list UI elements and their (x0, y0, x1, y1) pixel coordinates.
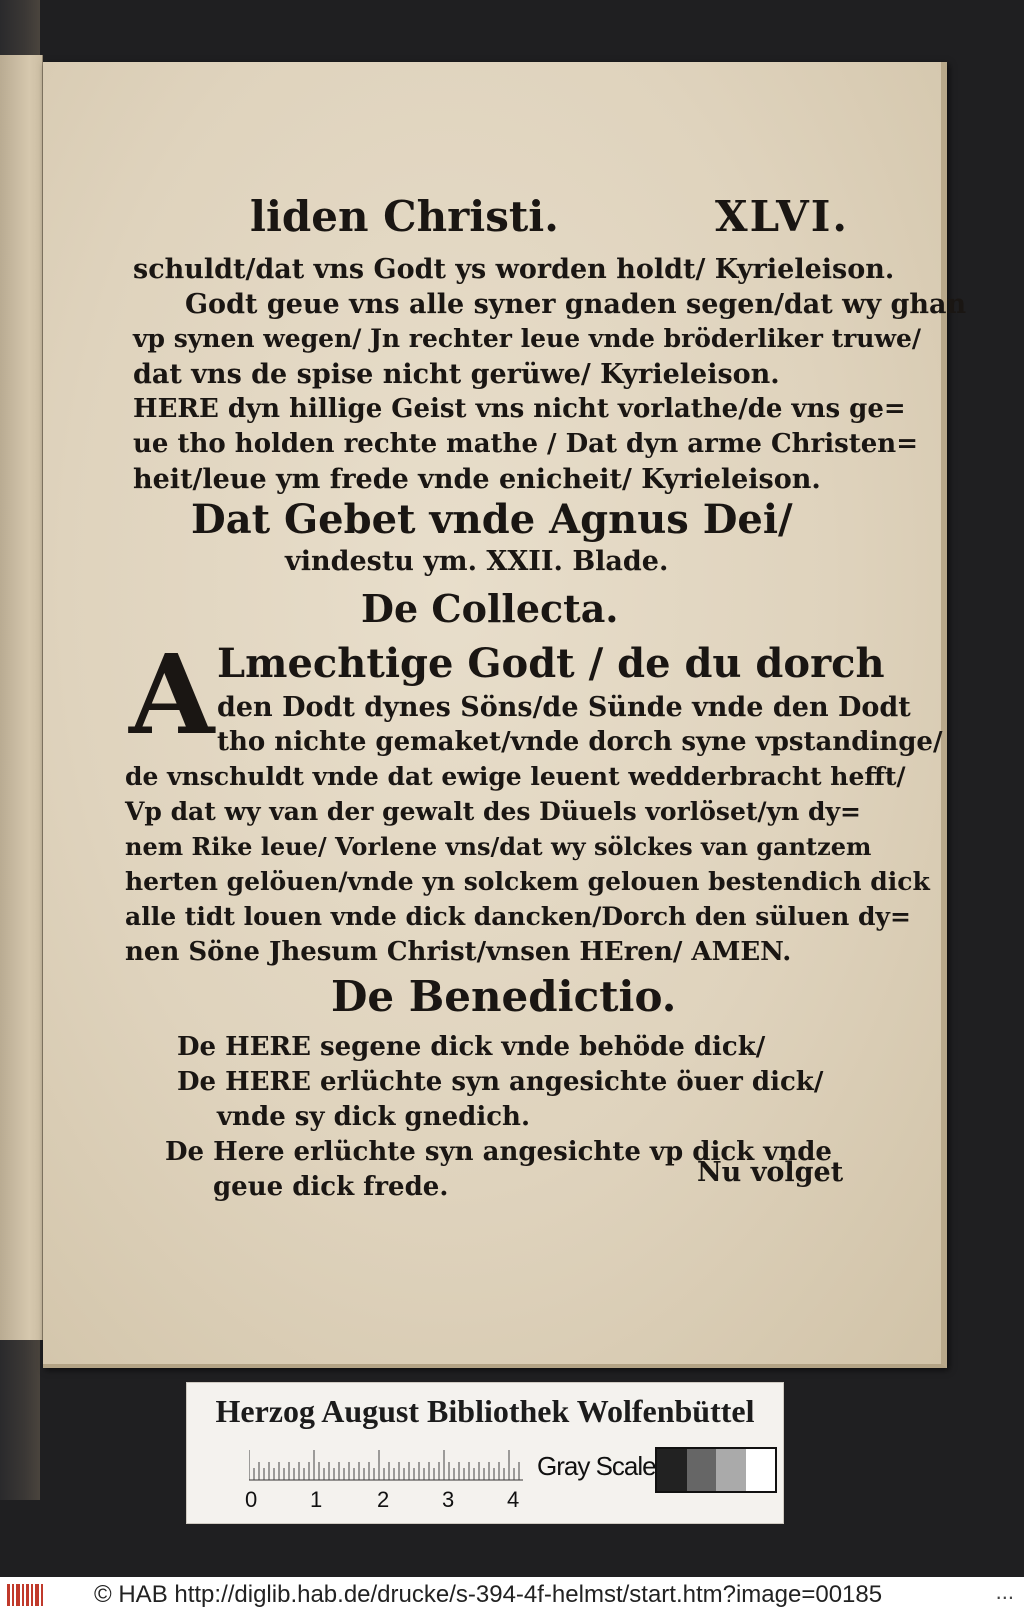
collecta-line: de vnschuldt vnde dat ewige leuent wedderbracht hefft/ (125, 762, 906, 791)
benedictio-line: vnde sy dick gnedich. (217, 1102, 531, 1132)
text-line: Godt geue vns alle syner gnaden segen/dat wy ghan (185, 289, 967, 320)
collecta-first-line: Lmechtige Godt / de du dorch (217, 640, 885, 687)
footer-bar (0, 1577, 1024, 1612)
collecta-line: tho nichte gemaket/vnde dorch syne vpstandinge/ (217, 727, 943, 757)
gray-swatch (746, 1449, 776, 1491)
heading-agnus: Dat Gebet vnde Agnus Dei/ (191, 496, 793, 543)
ruler-scale (249, 1445, 523, 1481)
collecta-line: den Dodt dynes Söns/de Sünde vnde den Dodt (217, 692, 911, 723)
gray-scale-label: Gray Scale (537, 1451, 656, 1481)
collecta-line: herten gelöuen/vnde yn solckem gelouen bestendich dick (125, 867, 930, 896)
text-line: vp synen wegen/ Jn rechter leue vnde bröderliker truwe/ (133, 324, 922, 353)
ruler-number: 0 (245, 1487, 258, 1512)
footer-credit-link[interactable]: © HAB http://diglib.hab.de/drucke/s-394-4f-helmst/start.htm?image=00185 (94, 1581, 883, 1608)
collecta-line: nen Söne Jhesum Christ/vnsen HEren/ AMEN. (125, 937, 792, 967)
library-color-gauge (186, 1382, 784, 1524)
benedictio-line: De HERE segene dick vnde behöde dick/ (177, 1032, 766, 1062)
drop-capital: A (129, 630, 215, 759)
running-head (125, 192, 855, 252)
gray-swatch (716, 1449, 746, 1491)
text-line: schuldt/dat vns Godt ys worden holdt/ Kyrieleison. (133, 254, 895, 285)
ruler-number: 4 (507, 1487, 520, 1512)
ruler-number: 1 (310, 1487, 323, 1512)
heading-agnus-sub: vindestu ym. XXII. Blade. (285, 546, 669, 577)
gray-scale-swatches (655, 1447, 777, 1493)
gray-swatch (687, 1449, 717, 1491)
gauge-title: Herzog August Bibliothek Wolfenbüttel (215, 1393, 755, 1429)
more-options-button[interactable]: ... (995, 1579, 1014, 1604)
text-line: HERE dyn hillige Geist vns nicht vorlathe/de vns ge= (133, 394, 906, 424)
benedictio-line: De Here erlüchte syn angesichte vp dick vnde (165, 1137, 832, 1167)
collecta-line: alle tidt louen vnde dick dancken/Dorch den süluen dy= (125, 902, 911, 931)
text-line: heit/leue ym frede vnde enicheit/ Kyrieleison. (133, 464, 821, 495)
heading-benedictio: De Benedictio. (331, 972, 677, 1021)
page-number: XLVI. (715, 192, 849, 241)
catchword: Nu volget (697, 1157, 844, 1188)
benedictio-line: De HERE erlüchte syn angesichte öuer dick/ (177, 1067, 824, 1097)
book-page (43, 62, 967, 1368)
text-line: ue tho holden rechte mathe / Dat dyn arme Christen= (133, 429, 918, 459)
benedictio-line: geue dick frede. (213, 1172, 449, 1202)
ruler-number: 2 (377, 1487, 390, 1512)
collecta-line: nem Rike leue/ Vorlene vns/dat wy sölckes van gantzem (125, 832, 872, 861)
previous-page-edge (0, 55, 43, 1340)
barcode-logo-icon (6, 1582, 46, 1608)
gray-swatch (657, 1449, 687, 1491)
text-line: dat vns de spise nicht gerüwe/ Kyrieleison. (133, 359, 780, 390)
heading-collecta: De Collecta. (361, 586, 619, 631)
running-head-left: liden Christi. (250, 192, 559, 241)
ruler-number: 3 (442, 1487, 455, 1512)
collecta-line: Vp dat wy van der gewalt des Düuels vorlöset/yn dy= (125, 797, 861, 826)
